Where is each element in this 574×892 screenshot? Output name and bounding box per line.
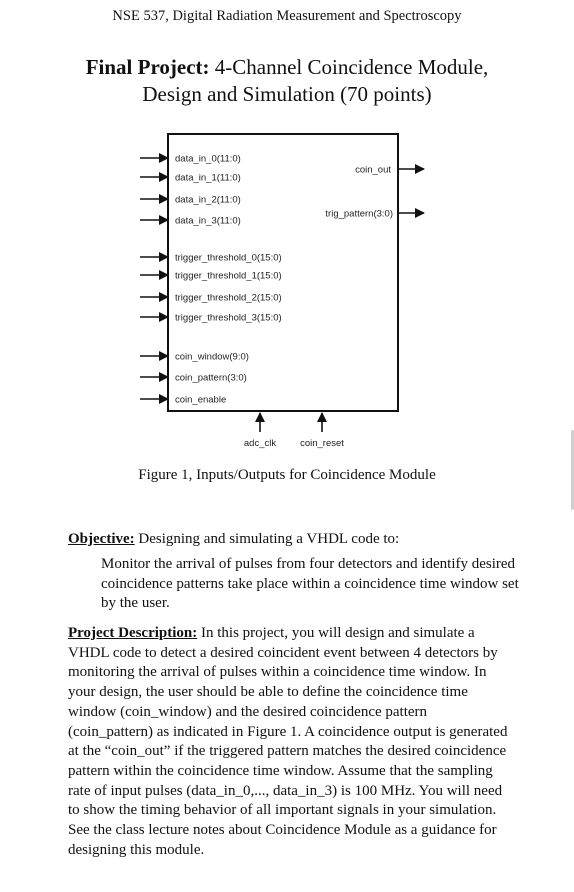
- input-label-threshold-0: trigger_threshold_0(15:0): [175, 252, 282, 264]
- title-line1: 4-Channel Coincidence Module,: [209, 55, 489, 79]
- input-label-threshold-1: trigger_threshold_1(15:0): [175, 270, 282, 282]
- output-label-0: coin_out: [355, 164, 391, 176]
- input-label-threshold-2: trigger_threshold_2(15:0): [175, 292, 282, 304]
- project-description: [68, 624, 508, 860]
- objective-heading: [68, 530, 548, 549]
- input-label-coin-2: coin_enable: [175, 394, 227, 406]
- input-label-coin-0: coin_window(9:0): [175, 351, 249, 363]
- input-label-data-3: data_in_3(11:0): [175, 215, 241, 227]
- input-label-coin-1: coin_pattern(3:0): [175, 372, 247, 384]
- objective-label: Objective:: [68, 531, 135, 547]
- project-label: Project Description:: [68, 625, 198, 641]
- project-text: In this project, you will design and simulate a VHDL code to detect a desired coincident event between 4 detectors by monitoring the arrival of pulses within a coincidence time window. In your design, the user should be able to define the coincidence time window (coin_window) and the desired coincidence pattern (coin_pattern) as indicated in Figure 1. A coincidence output is generated at the “coin_out” if the triggered pattern matches the desired coincidence pattern within the coincidence time window. Assume that the sampling rate of input pulses (data_in_0,..., data_in_3) is 100 MHz. You will need to show the timing behavior of all important signals in your simulation. See the class lecture notes about Coincidence Module as a guidance for designing this module.: [68, 625, 508, 858]
- figure-caption: Figure 1, Inputs/Outputs for Coincidence Module: [138, 467, 436, 483]
- input-label-threshold-3: trigger_threshold_3(15:0): [175, 312, 282, 324]
- title-line2: Design and Simulation (70 points): [142, 82, 432, 106]
- course-header: NSE 537, Digital Radiation Measurement and Spectroscopy: [112, 8, 462, 24]
- bottom-label-0: adc_clk: [243, 438, 277, 449]
- bottom-label-1: coin_reset: [300, 438, 344, 449]
- objective-body: Monitor the arrival of pulses from four detectors and identify desired coincidence patterns take place within a coincidence time window set by the user.: [101, 556, 519, 611]
- output-label-1: trig_pattern(3:0): [325, 208, 393, 220]
- input-label-data-0: data_in_0(11:0): [175, 153, 241, 165]
- objective-intro: Designing and simulating a VHDL code to:: [134, 531, 400, 547]
- title-bold: Final Project:: [85, 55, 210, 79]
- input-label-data-2: data_in_2(11:0): [175, 194, 241, 206]
- input-label-data-1: data_in_1(11:0): [175, 172, 241, 184]
